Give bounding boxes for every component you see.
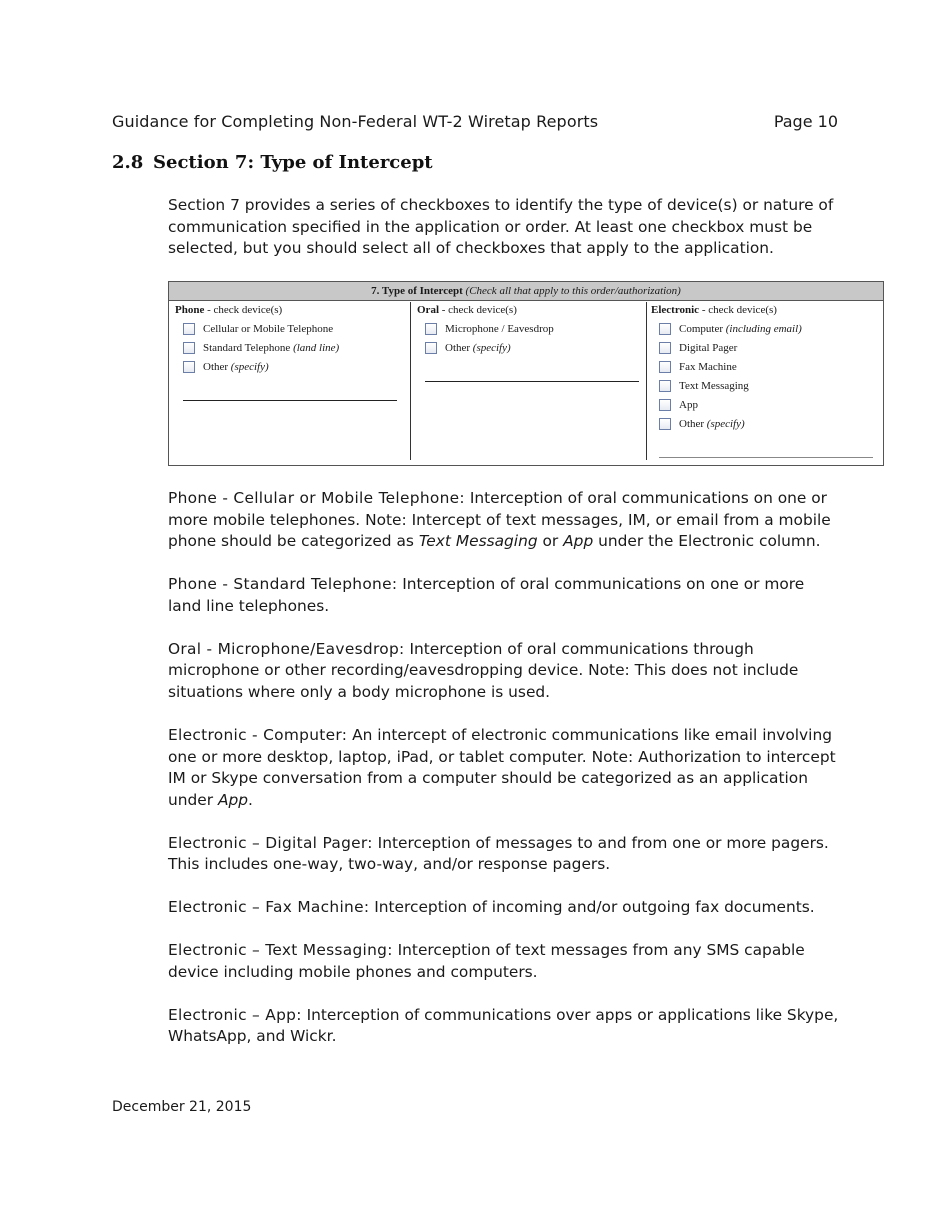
- form-title-main: 7. Type of Intercept: [371, 285, 463, 297]
- checkbox[interactable]: [425, 323, 437, 335]
- checkbox[interactable]: [659, 380, 671, 392]
- phone-column: [175, 302, 405, 377]
- phone-column-header: Phone - check device(s): [175, 304, 283, 316]
- footer-date: December 21, 2015: [112, 1099, 252, 1115]
- definition-digital-pager: Electronic – Digital Pager: Interception of messages to and from one or more pagers. This includes one-way, two-way, and/or response pagers.: [168, 833, 829, 874]
- section-title: Section 7: Type of Intercept: [153, 152, 433, 173]
- electronic-other-specify-line[interactable]: [659, 457, 873, 458]
- checkbox[interactable]: [659, 399, 671, 411]
- option-phone-other[interactable]: Other (specify): [175, 358, 405, 377]
- checkbox[interactable]: [183, 361, 195, 373]
- checkbox[interactable]: [183, 323, 195, 335]
- section-number: 2.8: [112, 152, 144, 173]
- document-title: Guidance for Completing Non-Federal WT-2 Wiretap Reports: [112, 112, 599, 131]
- definition-microphone-eavesdrop: Oral - Microphone/Eavesdrop: Interception of oral communications through microphone or other recording/eavesdropping device. Note: This does not include situations where only a body microphone is used.: [168, 639, 799, 701]
- checkbox[interactable]: [659, 342, 671, 354]
- electronic-column-header: Electronic - check device(s): [651, 304, 777, 316]
- definition-text-messaging: Electronic – Text Messaging: Interception of text messages from any SMS capable device including mobile phones and computers.: [168, 941, 805, 981]
- option-text-messaging[interactable]: Text Messaging: [651, 377, 877, 396]
- checkbox[interactable]: [659, 323, 671, 335]
- form-title: [169, 282, 883, 301]
- checkbox[interactable]: [425, 342, 437, 354]
- oral-other-specify-line[interactable]: [425, 381, 639, 382]
- definitions-list: [168, 488, 840, 1069]
- option-standard-telephone[interactable]: Standard Telephone (land line): [175, 339, 405, 358]
- definition-cellular-mobile-telephone: Phone - Cellular or Mobile Telephone: Interception of oral communications on one or more mobile telephones. Note: Intercept of text messages, IM, or email from a mobile phone should be categorized as Text Messaging or App under the Electronic column.: [168, 489, 831, 551]
- oral-column: [417, 302, 643, 358]
- page-header: [112, 112, 838, 134]
- checkbox[interactable]: [659, 418, 671, 430]
- column-divider: [646, 302, 647, 460]
- option-computer[interactable]: Computer (including email): [651, 320, 877, 339]
- page-number: Page 10: [773, 112, 838, 131]
- oral-column-header: Oral - check device(s): [417, 304, 517, 316]
- phone-other-specify-line[interactable]: [183, 400, 397, 401]
- electronic-column: [651, 302, 877, 434]
- checkbox[interactable]: [659, 361, 671, 373]
- option-electronic-other[interactable]: Other (specify): [651, 415, 877, 434]
- option-microphone-eavesdrop[interactable]: Microphone / Eavesdrop: [417, 320, 643, 339]
- option-cellular-mobile-telephone[interactable]: Cellular or Mobile Telephone: [175, 320, 405, 339]
- option-oral-other[interactable]: Other (specify): [417, 339, 643, 358]
- option-app[interactable]: App: [651, 396, 877, 415]
- type-of-intercept-form: [168, 281, 884, 466]
- option-digital-pager[interactable]: Digital Pager: [651, 339, 877, 358]
- section-heading: [112, 152, 433, 173]
- intro-paragraph: Section 7 provides a series of checkboxes to identify the type of device(s) or nature of communication specified in the application or order. At least one checkbox must be selected, but you should select all of checkboxes that apply to the application.: [168, 196, 834, 258]
- definition-standard-telephone: Phone - Standard Telephone: Interception of oral communications on one or more land line telephones.: [168, 575, 805, 615]
- definition-app: Electronic – App: Interception of communications over apps or applications like Skype, WhatsApp, and Wickr.: [168, 1005, 839, 1046]
- option-fax-machine[interactable]: Fax Machine: [651, 358, 877, 377]
- column-divider: [410, 302, 411, 460]
- definition-fax-machine: Electronic – Fax Machine: Interception of incoming and/or outgoing fax documents.: [168, 898, 815, 917]
- checkbox[interactable]: [183, 342, 195, 354]
- form-title-instruction: (Check all that apply to this order/authorization): [465, 285, 681, 297]
- definition-computer: Electronic - Computer: An intercept of electronic communications like email involving one or more desktop, laptop, iPad, or tablet computer. Note: Authorization to intercept IM or Skype conversation from a computer should be categorized as an application under App.: [168, 725, 836, 809]
